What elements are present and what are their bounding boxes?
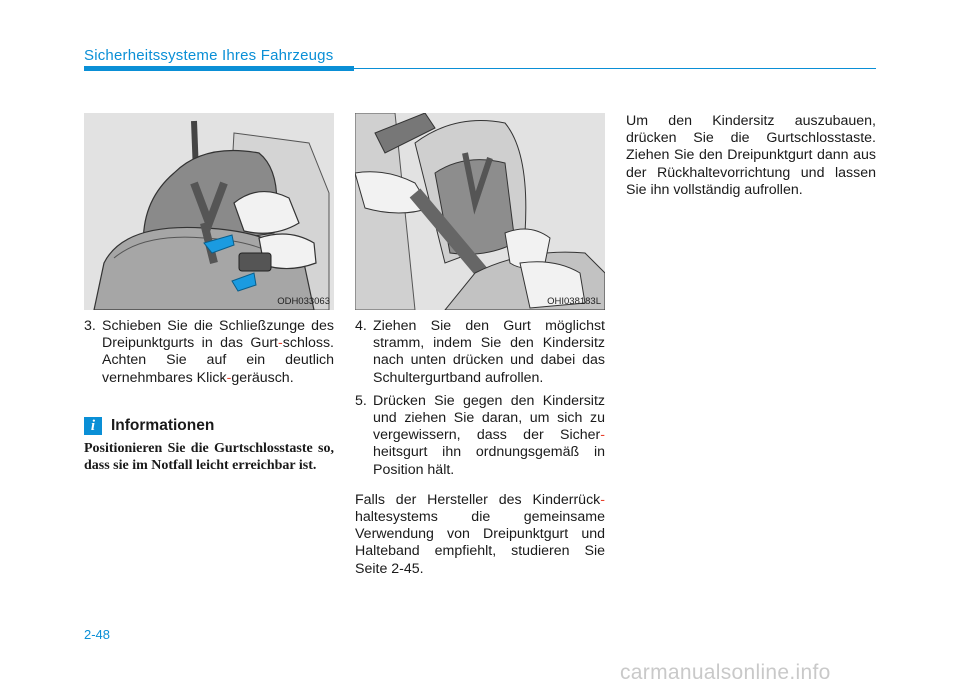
info-icon: i xyxy=(84,417,102,435)
section-title: Sicherheitssysteme Ihres Fahrzeugs xyxy=(84,47,334,64)
header-rule xyxy=(354,68,876,69)
step-number: 5. xyxy=(355,392,367,409)
paragraph-manufacturer: Falls der Hersteller des Kinderrück-haltesystems die gemeinsame Verwendung von Dreipunktgurt und Halteband empfiehlt, studieren Sie Seite 2-45. xyxy=(355,491,605,577)
info-text: Positionieren Sie die Gurtschlosstaste so, dass sie im Notfall leicht erreichbar ist. xyxy=(84,441,334,474)
section-title-bar xyxy=(84,66,354,71)
step-4: 4. Ziehen Sie den Gurt möglichst stramm, indem Sie den Kindersitz nach unten drücken und dabei das Schultergurtband aufrollen. xyxy=(355,318,605,386)
figure-child-seat-buckle xyxy=(84,113,334,310)
watermark: carmanualsonline.info xyxy=(620,661,831,684)
figure-code: OHI038183L xyxy=(547,296,601,307)
figure-code: ODH033063 xyxy=(277,296,330,307)
info-title: Informationen xyxy=(111,417,215,434)
column-1 xyxy=(84,318,334,393)
child-seat-buckle-illustration xyxy=(84,113,334,310)
page-number: 2-48 xyxy=(84,627,111,642)
step-number: 4. xyxy=(355,318,367,334)
tighten-belt-illustration xyxy=(355,113,605,310)
step-3: 3. Schieben Sie die Schließzunge des Dreipunktgurts in das Gurt-schloss. Achten Sie auf ein deutlich vernehmbares Klick-geräusch. xyxy=(84,318,334,386)
paragraph-removal: Um den Kindersitz auszubauen, drücken Sie die Gurtschlosstaste. Ziehen Sie den Dreipunktgurt dann aus der Rückhaltevorrichtung und lassen Sie ihn vollständig aufrollen. xyxy=(626,113,876,198)
column-2 xyxy=(355,318,605,591)
step-number: 3. xyxy=(84,318,96,334)
column-3 xyxy=(626,113,876,212)
figure-tighten-belt xyxy=(355,113,605,310)
step-5: 5. Drücken Sie gegen den Kindersitz und ziehen Sie daran, um sich zu vergewissern, dass der Sicher-heitsgurt ihn ordnungsgemäß in Position hält. xyxy=(355,392,605,478)
info-header xyxy=(84,417,214,435)
